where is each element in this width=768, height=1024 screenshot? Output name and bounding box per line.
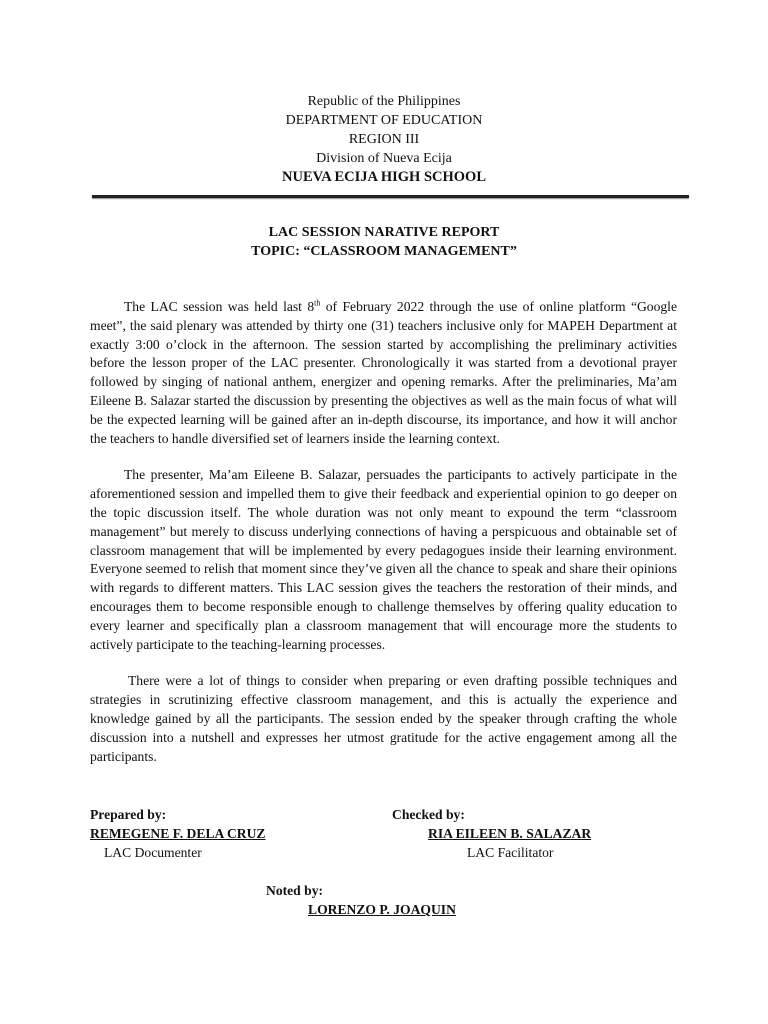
checked-by-name: RIA EILEEN B. SALAZAR <box>428 826 592 841</box>
report-topic: TOPIC: “CLASSROOM MANAGEMENT” <box>251 244 517 259</box>
ordinal-suffix: th <box>314 298 321 308</box>
header-school: NUEVA ECIJA HIGH SCHOOL <box>282 169 486 185</box>
document-header <box>0 92 768 187</box>
checked-by-role: LAC Facilitator <box>467 845 554 860</box>
header-divider <box>92 195 689 198</box>
report-body <box>90 298 677 784</box>
paragraph-2: The presenter, Ma’am Eileene B. Salazar, persuades the participants to actively participate in the aforementioned session and impelled them to give their feedback and experiential opinion to go deeper on the topic discussion itself. The whole duration was not only meant to expound the term “classroom management” but merely to discuss underlying connections of having a perspicuous and obtainable set of classroom management that will be implemented by every pedagogues inside their learning environment. Everyone seemed to relish that moment since they’ve given all the chance to speak and share their opinions with regards to different matters. This LAC session gives the teachers the restoration of their minds, and encourages them to become responsible enough to challenge themselves by offering quality education to every learner and specifically plan a classroom management that will encourage more the students to actively participate to the teaching-learning processes. <box>90 467 677 652</box>
checked-by-label: Checked by: <box>392 807 465 822</box>
header-region: REGION III <box>348 132 420 147</box>
header-department: DEPARTMENT OF EDUCATION <box>285 113 483 128</box>
paragraph-1-rest: of February 2022 through the use of online platform “Google meet”, the said plenary was attended by thirty one (31) teachers inclusive only for MAPEH Department at exactly 3:00 o’clock in the afternoon. The session started by accomplishing the preliminary activities before the lesson proper of the LAC presenter. Chronologically it was started from a devotional prayer followed by singing of national anthem, energizer and opening remarks. After the preliminaries, Ma’am Eileene B. Salazar started the discussion by presenting the objectives as well as the main focus of what will be the expected learning will be gained after an in-depth discourse, its importance, and how it will anchor the teachers to handle diversified set of learners inside the learning context. <box>90 299 677 446</box>
prepared-by-label: Prepared by: <box>90 807 167 822</box>
paragraph-1 <box>90 298 677 448</box>
paragraph-3: There were a lot of things to consider when preparing or even drafting possible techniques and strategies in scrutinizing effective classroom management, and this is actually the experience and knowledge gained by all the participants. The session ended by the speaker through crafting the whole discussion into a nutshell and expresses her utmost gratitude for the active engagement among all the participants. <box>90 673 677 764</box>
noted-by-name: LORENZO P. JOAQUIN <box>308 902 456 917</box>
header-division: Division of Nueva Ecija <box>316 151 452 166</box>
noted-by-label: Noted by: <box>266 883 324 898</box>
prepared-by-role: LAC Documenter <box>104 845 202 860</box>
report-titles <box>0 223 768 261</box>
report-title: LAC SESSION NARATIVE REPORT <box>268 225 500 240</box>
prepared-by-name: REMEGENE F. DELA CRUZ <box>90 826 266 841</box>
paragraph-1-start: The LAC session was held last 8 <box>124 299 315 314</box>
header-republic: Republic of the Philippines <box>307 94 461 109</box>
